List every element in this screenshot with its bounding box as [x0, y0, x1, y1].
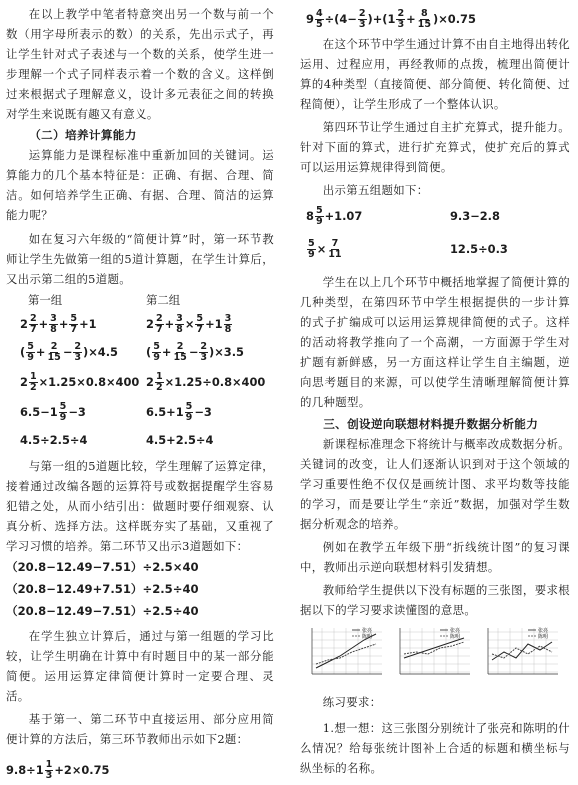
paragraph: 运算能力是课程标准中重新加回的关键词。运算能力的几个基本特征是：正确、有据、合理、简洁。如何培养学生正确、有据、合理、简洁的运算能力呢？: [6, 148, 274, 222]
paragraph: 如在复习六年级的“简便计算”时，第一环节教师让学生先做第一组的5道计算题，在学生计算后，又出示第二组的5道题。: [6, 232, 274, 286]
line-chart-3: [476, 624, 560, 680]
math-expression: 2 1 2 ×1.25÷0.8×400: [146, 370, 266, 393]
math-expression: （20.8−12.49+7.51）÷2.5÷40: [6, 582, 199, 596]
paragraph: 新课程标准理念下将统计与概率改成数据分析。关键词的改变，让人们逐渐认识到对于这个领域的学习重要性绝不仅仅是画统计图、求平均数等技能的学习，而是要让学生“亲近”数据，加强对学生数据分析观念的培养。: [300, 437, 570, 531]
group-labels: [6, 289, 274, 311]
requirements-label: 练习要求：: [322, 695, 382, 709]
expression-row: [6, 367, 274, 397]
group-2-label: 第二组: [146, 293, 181, 307]
legend-label: 张亮: [362, 628, 373, 634]
expr-text: ×0.75: [438, 12, 476, 26]
expression-row: [6, 397, 274, 427]
math-expression: 5 9 × 7 11: [308, 237, 342, 260]
expr-text: ×1.25×0.8×400: [38, 375, 140, 389]
legend-label: 陈明: [450, 634, 461, 640]
section-heading: 三、创设逆向联想材料提升数据分析能力: [323, 417, 539, 431]
math-expression: 6.5+1 5 9 −3: [146, 400, 212, 423]
math-expression: 9.8÷1 1 3 +2×0.75: [6, 758, 110, 781]
paragraph: 在以上教学中笔者特意突出另一个数与前一个数（用字母所表示的数）的关系，先出示式子，再让学生针对式子表述与一个数的关系，使学生进一步理解一个式子同样表示着一个数的含义。这样倒过来根据式子理解意义，设计多元表征之间的转换对学生来说既有趣又有意义。: [6, 7, 274, 121]
expr-text: 9.8÷1: [6, 763, 44, 777]
expression-row: [6, 311, 274, 337]
math-expression: 8 5 9 +1.07: [306, 204, 363, 227]
paragraph: 学生在以上几个环节中概括地掌握了简便计算的几种类型，在第四环节中学生根据提供的一步计算的式子扩编成可以运用运算规律简便的式子。这样的活动将教学推向了一个高潮，一方面源于学生对扩题有新鲜感，另一方面这样让学生自主编题，逆向思考题目的来源，可以使学生清晰理解简便计算的几种题型。: [300, 275, 570, 409]
expression-row: [300, 200, 570, 232]
math-expression: （20.8−12.49−7.51）÷2.5÷40: [6, 604, 199, 618]
paragraph: 在学生独立计算后，通过与第一组题的学习比较，让学生明确在计算中有时题目中的某一部分能简便。运用运算定律简便计算时一定要合理、灵活。: [6, 629, 274, 703]
paragraph: 教师给学生提供以下没有标题的三张图，要求根据以下的学习要求读懂图的意思。: [300, 583, 570, 617]
paragraph: 例如在教学五年级下册“折线统计图”的复习课中，教师出示逆向联想材料引发猜想。: [300, 540, 570, 574]
legend-label: 陈明: [362, 634, 373, 640]
math-expression: 9 4 5 ÷(4− 2 3 )+(1 2 3 + $\frac{8}{15}$ ) ×0.75: [306, 7, 476, 30]
line-chart-2: [388, 624, 472, 680]
math-expression: 2 2 7 + 3 8 + 5 7 +1: [20, 312, 97, 335]
math-expression: 4.5÷2.5÷4: [20, 433, 88, 447]
left-column: [6, 4, 274, 785]
expr-text: −3: [68, 405, 86, 419]
math-expression: （20.8−12.49−7.51）÷2.5×40: [6, 560, 199, 574]
math-expression: 4.5+2.5÷4: [146, 433, 214, 447]
math-expression: 2 2 7 + 3 8 × 5 7 +1 3 8: [146, 312, 232, 335]
math-expression: ( 5 9 + 2 15 − 2 3 )×4.5: [20, 340, 118, 363]
expression-row: [300, 232, 570, 266]
expression-row: [6, 427, 274, 453]
legend-label: 张亮: [538, 628, 549, 634]
right-column: [300, 4, 570, 778]
paragraph: 第四环节让学生通过自主扩充算式，提升能力。针对下面的算式，进行扩充算式，使扩充后的算式可以运用运算规律得到简便。: [300, 120, 570, 174]
expr-text: +1.07: [324, 209, 363, 223]
line-chart-1: [300, 624, 384, 680]
section-heading: （二）培养计算能力: [29, 128, 137, 142]
legend-label: 陈明: [538, 634, 549, 640]
line-charts: [300, 624, 570, 680]
paragraph: 与第一组的5道题比较，学生理解了运算定律，接着通过改编各题的运算符号或数据提醒学生容易犯错之处，从而小结引出：做题时要仔细观察、认真分析、选择方法。这样既夯实了基础，又重视了学习习惯的培养。第二环节又出示3道题如下：: [6, 459, 274, 553]
expression-row: [6, 337, 274, 367]
math-expression: ( 5 9 + 2 15 − 2 3 )×3.5: [146, 340, 244, 363]
question: 1.想一想：这三张图分别统计了张亮和陈明的什么情况？给每张统计图补上合适的标题和横坐标与纵坐标的名称。: [300, 721, 570, 775]
expr-text: 8: [306, 209, 314, 223]
legend-label: 张亮: [450, 628, 461, 634]
paragraph: 基于第一、第二环节中直接运用、部分应用简便计算的方法后，第三环节教师出示如下2题：: [6, 712, 274, 746]
math-expression: 12.5÷0.3: [450, 242, 508, 256]
expr-text: +2×0.75: [54, 763, 110, 777]
group-1-label: 第一组: [28, 293, 63, 307]
expr-text: 6.5−1: [20, 405, 58, 419]
paragraph: 在这个环节中学生通过计算不由自主地得出转化运用、过程应用，再经教师的点拨，梳理出简便计算的4种类型（直接简便、部分简便、转化简便、过程简便），让学生形成了一个整体认识。: [300, 37, 570, 111]
math-expression: 9.3−2.8: [450, 209, 500, 223]
math-expression: 2 $\frac{1}{2}$ ×1.25×0.8×400: [20, 370, 140, 393]
paragraph: 出示第五组题如下：: [322, 183, 429, 197]
expr-text: 2: [20, 375, 28, 389]
math-expression: 6.5−1 5 9 −3: [20, 400, 86, 423]
